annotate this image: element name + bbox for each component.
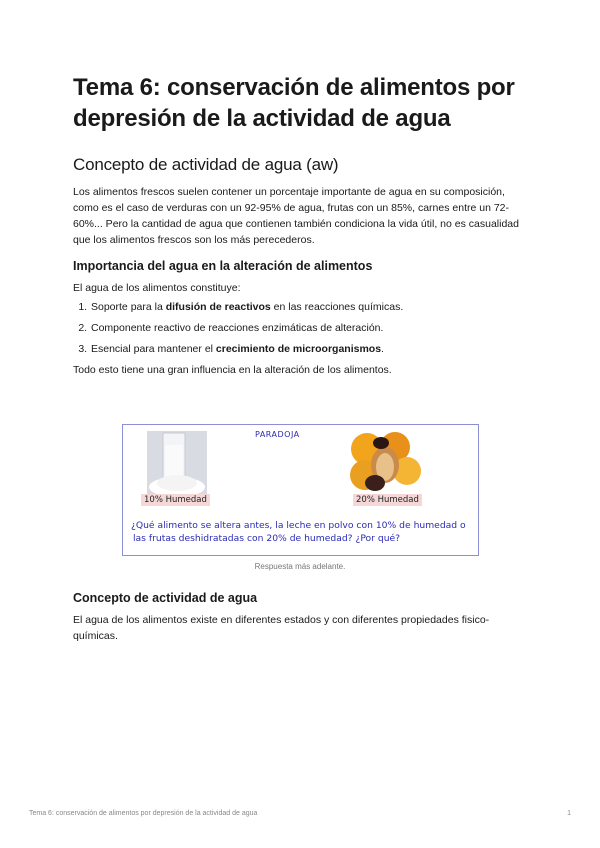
list-closing: Todo esto tiene una gran influencia en la alteración de los alimentos. bbox=[73, 364, 392, 376]
list-intro: El agua de los alimentos constituye: bbox=[73, 282, 241, 294]
importance-list bbox=[73, 299, 533, 357]
label-20-humedad: 20% Humedad bbox=[353, 494, 422, 506]
paradox-question: ¿Qué alimento se altera antes, la leche en polvo con 10% de humedad o las frutas deshidratadas con 20% de humedad? ¿Por qué? bbox=[131, 520, 466, 544]
paradox-figure bbox=[122, 424, 479, 556]
subsection-heading-concepto: Concepto de actividad de agua bbox=[73, 591, 258, 605]
dried-fruits-image bbox=[345, 429, 425, 493]
list-item: 2. Componente reactivo de reacciones enzimáticas de alteración. bbox=[90, 320, 533, 336]
page-content bbox=[73, 72, 533, 378]
figure-caption: Respuesta más adelante. bbox=[254, 562, 346, 571]
section-paragraph-estados: El agua de los alimentos existe en diferentes estados y con diferentes propiedades fisico-químicas. bbox=[73, 614, 490, 642]
page-footer bbox=[29, 810, 571, 817]
footer-title: Tema 6: conservación de alimentos por depresión de la actividad de agua bbox=[29, 810, 258, 817]
page-number: 1 bbox=[567, 810, 571, 817]
label-10-humedad: 10% Humedad bbox=[141, 494, 210, 506]
subsection-heading-importancia: Importancia del agua en la alteración de alimentos bbox=[73, 259, 373, 273]
paradoja-label: PARADOJA bbox=[251, 429, 304, 440]
page-title: Tema 6: conservación de alimentos por depresión de la actividad de agua bbox=[73, 74, 515, 132]
section-concepto-actividad bbox=[73, 590, 533, 644]
section-paragraph-intro: Los alimentos frescos suelen contener un porcentaje importante de agua en su composición, como es el caso de verduras con un 92-95% de agua, frutas con un 85%, carnes entre un 72-60%... Pero la cantidad de agua que contienen también condiciona la vida útil, no es casualidad que los alimentos frescos son los más perecederos. bbox=[73, 186, 519, 246]
list-item: 3. Esencial para mantener el crecimiento de microorganismos. bbox=[90, 341, 533, 357]
list-item: 1. Soporte para la difusión de reactivos en las reacciones químicas. bbox=[90, 299, 533, 315]
section-heading-concepto-aw: Concepto de actividad de agua (aw) bbox=[73, 155, 339, 174]
milk-powder-image bbox=[147, 431, 207, 495]
